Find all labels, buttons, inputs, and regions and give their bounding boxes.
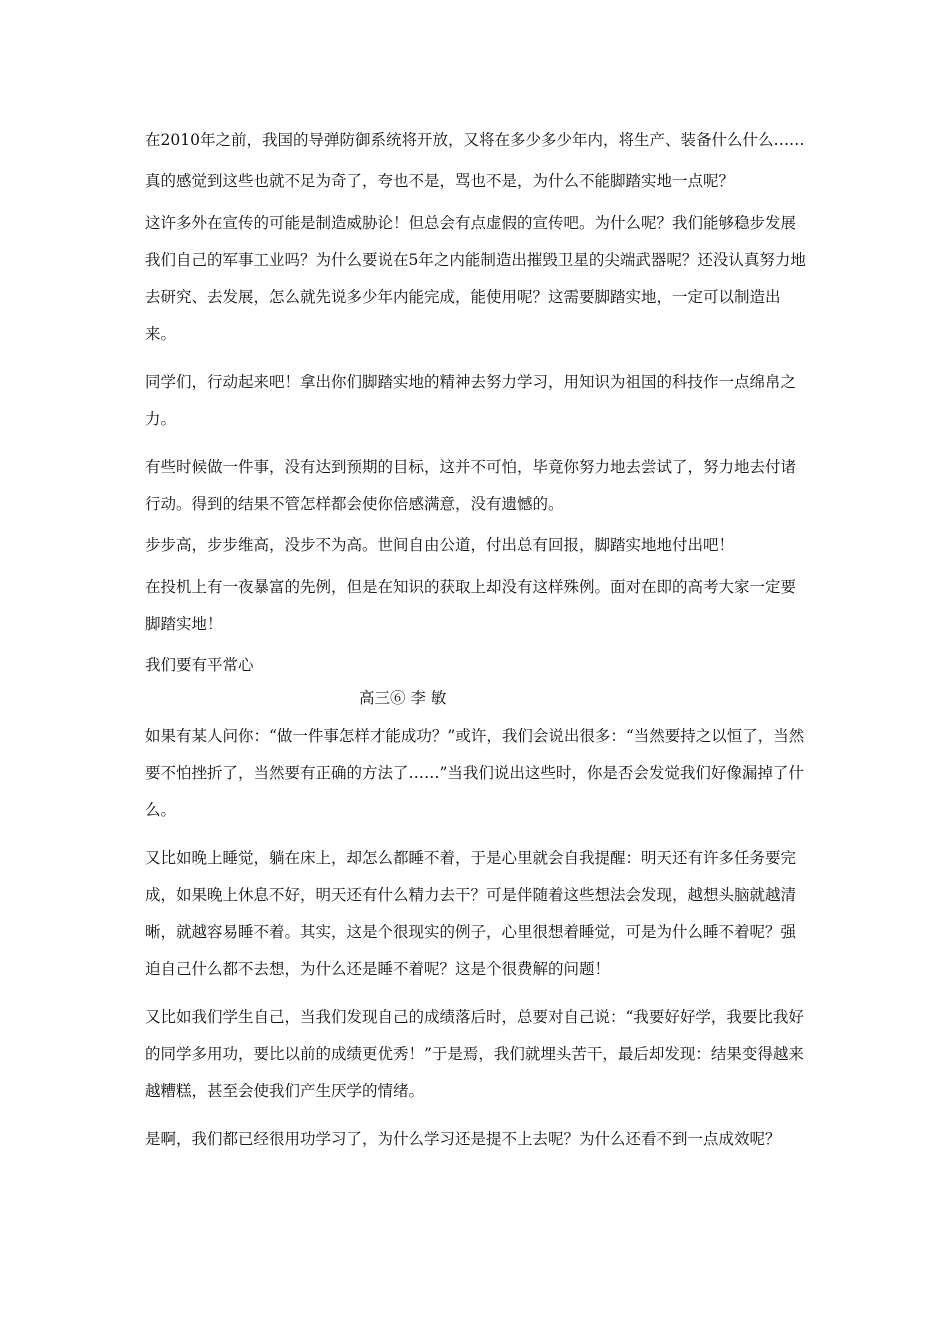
document-body — [145, 122, 810, 1169]
paragraph-exam: 在投机上有一夜暴富的先例，但是在知识的获取上却没有这样殊例。面对在即的高考大家一定要脚踏实地！ — [145, 578, 797, 633]
essay-title: 我们要有平常心 — [145, 656, 254, 674]
paragraph-sleep-example: 又比如晚上睡觉，躺在床上，却怎么都睡不着，于是心里就会自我提醒：明天还有许多任务要完成，如果晚上休息不好，明天还有什么精力去干？可是伴随着这些想法会发现，越想头脑就越清晰，就越容易睡不着。其实，这是个很现实的例子，心里很想着睡觉，可是为什么睡不着呢？强迫自己什么都不去想，为什么还是睡不着呢？这是个很费解的问题！ — [145, 849, 797, 978]
paragraph-defense-system: 在2010年之前，我国的导弹防御系统将开放，又将在多少多少年内，将生产、装备什么什么…… — [145, 131, 805, 149]
paragraph-conclusion-question: 是啊，我们都已经很用功学习了，为什么学习还是提不上去呢？为什么还看不到一点成效呢？ — [145, 1130, 781, 1148]
paragraph-step-by-step: 步步高，步步维高，没步不为高。世间自由公道，付出总有回报，脚踏实地地付出吧！ — [145, 536, 735, 554]
paragraph-call-to-action: 同学们，行动起来吧！拿出你们脚踏实地的精神去努力学习，用知识为祖国的科技作一点绵帛之力。 — [145, 373, 797, 428]
paragraph-success-question: 如果有某人问你：“做一件事怎样才能成功？”或许，我们会说出很多：“当然要持之以恒了，当然要不怕挫折了，当然要有正确的方法了……”当我们说出这些时，你是否会发觉我们好像漏掉了什么。 — [145, 727, 805, 819]
paragraph-student-example: 又比如我们学生自己，当我们发现自己的成绩落后时，总要对自己说：“我要好好学，我要比我好的同学多用功，要比以前的成绩更优秀！”于是焉，我们就埋头苦干，最后却发现：结果变得越来越糟糕，甚至会使我们产生厌学的情绪。 — [145, 1008, 804, 1100]
paragraph-down-to-earth: 真的感觉到这些也就不足为奇了，夸也不是，骂也不是，为什么不能脚踏实地一点呢？ — [145, 172, 735, 190]
paragraph-propaganda: 这许多外在宣传的可能是制造威胁论！但总会有点虚假的宣传吧。为什么呢？我们能够稳步发展我们自己的军事工业吗？为什么要说在5年之内能制造出摧毁卫星的尖端武器呢？还没认真努力地去研究、去发展，怎么就先说多少年内能完成，能使用呢？这需要脚踏实地，一定可以制造出来。 — [145, 214, 806, 343]
essay-author: 高三⑥ 李 敏 — [359, 689, 447, 707]
paragraph-effort: 有些时候做一件事，没有达到预期的目标，这并不可怕，毕竟你努力地去尝试了，努力地去付诸行动。得到的结果不管怎样都会使你倍感满意，没有遗憾的。 — [145, 458, 797, 513]
